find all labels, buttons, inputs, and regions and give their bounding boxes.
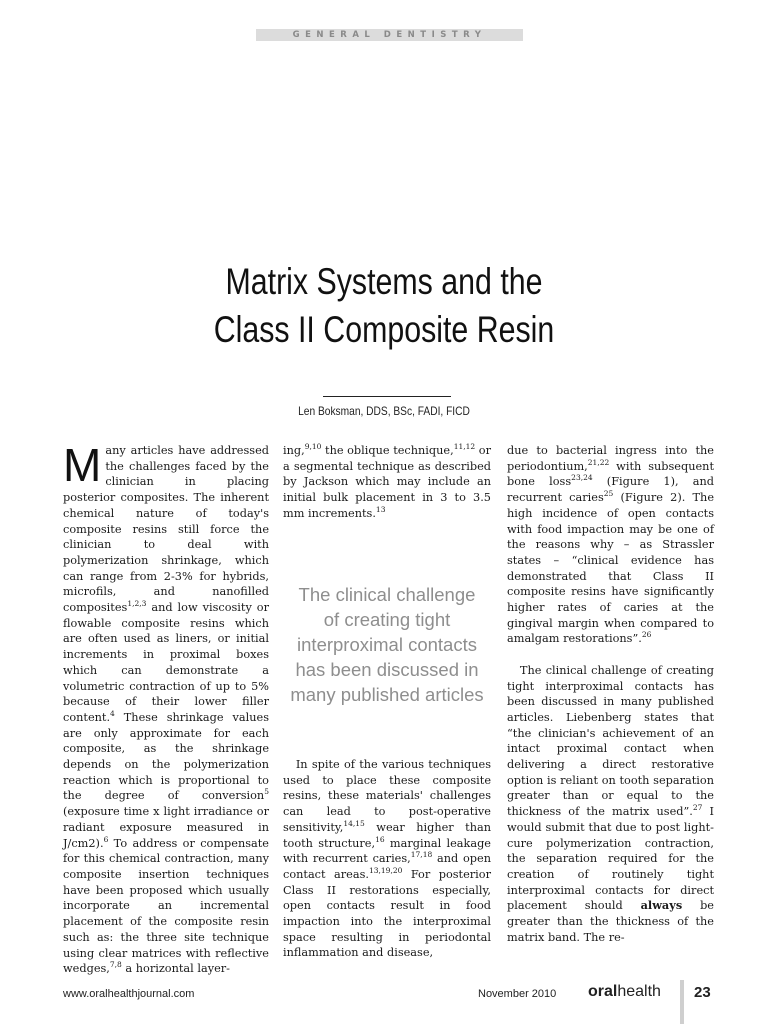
footer-brand-logo: oralhealth (588, 983, 661, 1000)
column-1 (63, 439, 269, 977)
title-line-2: Class II Composite Resin (213, 309, 555, 350)
page-number: 23 (694, 984, 711, 1001)
drop-cap: M (63, 439, 102, 491)
column-2 (283, 443, 491, 522)
byline: Len Boksman, DDS, BSc, FADI, FICD (298, 404, 470, 418)
section-header: GENERAL DENTISTRY (256, 29, 523, 41)
body-paragraph: ing,$^{9,10}$ the oblique technique,$^{11,12}$ or a segmental technique as described by Jackson which may include an initial bulk placement in 3 to 3.5 mm increments.$^{13}$ (283, 442, 491, 520)
article-title (69, 258, 699, 354)
body-paragraph: due to bacterial ingress into the periodontium,$^{21,22}$ with subsequent bone loss$^{23,24}$ (Figure 1), and recurrent caries$^{25}$ (Figure 2). The high incidence of open contacts with food impaction may be one of the reasons why – as Strassler states – “clinical evidence has demonstrated that Class II composite resins have significantly higher rates of caries at the gingival margin when compared to amalgam restorations”.$^{26}$ (507, 444, 715, 646)
body-paragraph: The clinical challenge of creating tight interproximal contacts has been discussed in many published articles. Liebenberg states that “the clinician's achievement of an intact proximal contact when delivering a direct restorative option is reliant on tooth separation greater than or equal to the thickness of the matrix used”.$^{27}$ I would submit that due to post light-cure polymerization contraction, the separation required for the creation of routinely tight interproximal contacts for direct placement should always be greater than the thickness of the matrix band. The re- (507, 663, 714, 944)
column-2-lower (283, 757, 491, 961)
title-line-1: Matrix Systems and the (225, 261, 543, 302)
footer-divider (680, 980, 684, 1024)
body-paragraph: Many articles have addressed the challenges faced by the clinician in placing posterior composites. The inherent chemical nature of today's composite resins still force the clinician to deal with polymerization shrinkage, which can range from 2-3% for hybrids, microfils, and nanofilled composites$^{1,2,3}$ and low viscosity or flowable composite resins which are often used as liners, or initial increments in proximal boxes which can demonstrate a volumetric contraction of up to 5% because of their lower filler content.$^4$ These shrinkage values are only approximate for each composite, as the shrinkage depends on the polymerization reaction which is proportional to the degree of conversion$^5$ (exposure time x light irradiance or radiant exposure measured in J/cm2).$^6$ To address or compensate for this chemical contraction, many composite insertion techniques have been proposed which usually incorporate an incremental placement of the composite resin such as: the three site technique using clear matrices with reflective wedges,$^{7,8}$ a horizontal layer- (63, 439, 269, 976)
body-paragraph: In spite of the various techniques used to place these composite resins, these materials' challenges can lead to post-operative sensitivity,$^{14,15}$ wear higher than tooth structure,$^{16}$ marginal leakage with recurrent caries,$^{17,18}$ and open contact areas.$^{13,19,20}$ For posterior Class II restorations especially, open contacts result in food impaction into the interproximal space resulting in periodontal inflammation and disease, (283, 758, 492, 960)
title-divider (323, 396, 451, 397)
footer-date: November 2010 (478, 988, 557, 1000)
footer-url: www.oralhealthjournal.com (63, 988, 195, 1000)
column-3 (507, 443, 714, 945)
pull-quote: The clinical challenge of creating tight interproximal contacts has been discussed in many published articles (290, 584, 484, 705)
